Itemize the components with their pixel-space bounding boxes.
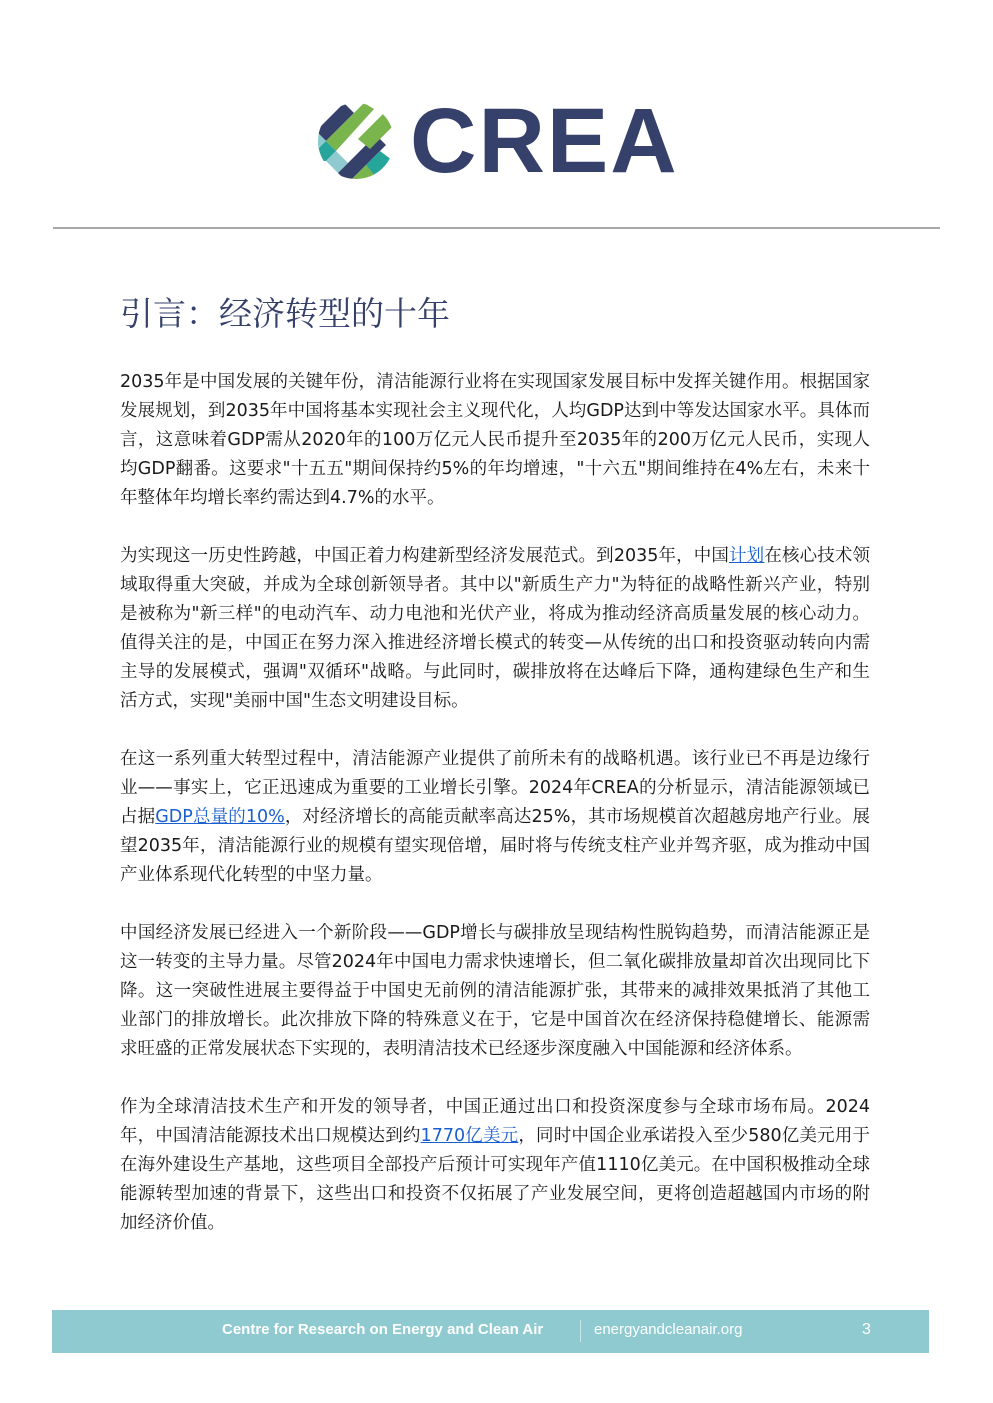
paragraph-text: ，同时中国企业承诺投入至少580亿美元用于在海外建设生产基地，这些项目全部投产后预计可实现年产值1110亿美元。在中国积极推动全球能源转型加速的背景下，这些出口和投资不仅拓展了产业发展空间，更将创造超越国内市场的附加经济价值。: [120, 1126, 870, 1233]
paragraph-text: ，对经济增长的高能贡献率高达25%，其市场规模首次超越房地产行业。展望2035年，清洁能源行业的规模有望实现倍增，届时将与传统支柱产业并驾齐驱，成为推动中国产业体系现代化转型的中坚力量。: [120, 807, 870, 885]
logo-wordmark: CREA: [410, 90, 679, 192]
footer-website-link[interactable]: energyandcleanair.org: [594, 1321, 743, 1338]
footer-org-name: Centre for Research on Energy and Clean Air: [222, 1321, 544, 1338]
paragraph: [120, 745, 870, 890]
crea-logo: [316, 90, 679, 192]
inline-link[interactable]: 计划: [729, 546, 765, 566]
crea-logo-mark-icon: [316, 101, 396, 181]
inline-link[interactable]: GDP总量的10%: [155, 807, 285, 827]
footer-separator: [580, 1320, 581, 1342]
paragraph: [120, 1093, 870, 1238]
paragraph-text: 在这一系列重大转型过程中，清洁能源产业提供了前所未有的战略机遇。该行业已不再是边缘行业——事实上，它正迅速成为重要的工业增长引擎。2024年CREA的分析显示，清洁能源领域已占据: [120, 749, 870, 827]
page-title: 引言：经济转型的十年: [120, 294, 450, 333]
paragraph: [120, 919, 870, 1064]
paragraph-text: 为实现这一历史性跨越，中国正着力构建新型经济发展范式。到2035年，中国: [120, 546, 730, 566]
header-divider: [53, 227, 940, 229]
inline-link[interactable]: 1770亿美元: [420, 1126, 519, 1146]
footer-bar: [52, 1310, 929, 1353]
paragraph-text: 2035年是中国发展的关键年份，清洁能源行业将在实现国家发展目标中发挥关键作用。根据国家发展规划，到2035年中国将基本实现社会主义现代化，人均GDP达到中等发达国家水平。具体而言，这意味着GDP需从2020年的100万亿元人民币提升至2035年的200万亿元人民币，实现人均GDP翻番。这要求"十五五"期间保持约5%的年均增速，"十六五"期间维持在4%左右，未来十年整体年均增长率约需达到4.7%的水平。: [120, 372, 870, 508]
paragraph-text: 作为全球清洁技术生产和开发的领导者，中国正通过出口和投资深度参与全球市场布局。2024年，中国清洁能源技术出口规模达到约: [120, 1097, 870, 1146]
body-text: [120, 368, 870, 1267]
paragraph: [120, 542, 870, 716]
paragraph: [120, 368, 870, 513]
page-number: 3: [862, 1321, 871, 1338]
paragraph-text: 在核心技术领域取得重大突破，并成为全球创新领导者。其中以"新质生产力"为特征的战略性新兴产业，特别是被称为"新三样"的电动汽车、动力电池和光伏产业，将成为推动经济高质量发展的核心动力。值得关注的是，中国正在努力深入推进经济增长模式的转变—从传统的出口和投资驱动转向内需主导的发展模式，强调"双循环"战略。与此同时，碳排放将在达峰后下降，通构建绿色生产和生活方式，实现"美丽中国"生态文明建设目标。: [120, 546, 871, 711]
paragraph-text: 中国经济发展已经进入一个新阶段——GDP增长与碳排放呈现结构性脱钩趋势，而清洁能源正是这一转变的主导力量。尽管2024年中国电力需求快速增长，但二氧化碳排放量却首次出现同比下降。这一突破性进展主要得益于中国史无前例的清洁能源扩张，其带来的减排效果抵消了其他工业部门的排放增长。此次排放下降的特殊意义在于，它是中国首次在经济保持稳健增长、能源需求旺盛的正常发展状态下实现的，表明清洁技术已经逐步深度融入中国能源和经济体系。: [120, 923, 870, 1059]
